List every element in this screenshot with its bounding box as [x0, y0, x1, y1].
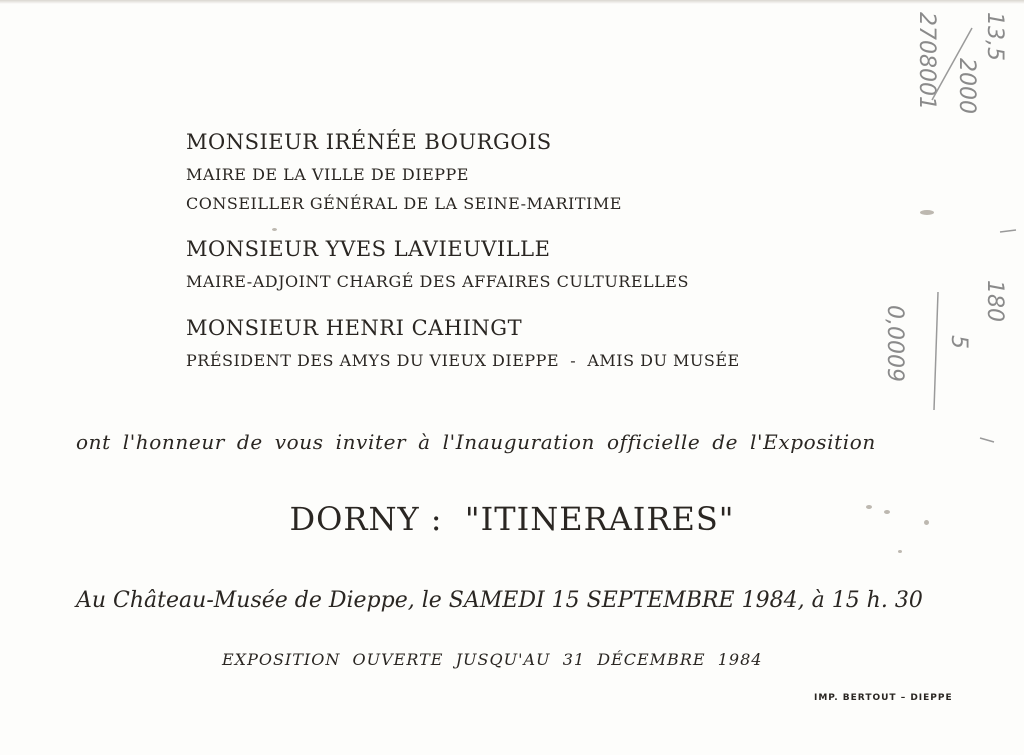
paper-mark	[924, 520, 929, 525]
venue-line: Au Château-Musée de Dieppe, le SAMEDI 15 SEPTEMBRE 1984, à 15 h. 30	[76, 588, 923, 613]
paper-mark	[866, 505, 872, 509]
exhibition-title: DORNY : "ITINERAIRES"	[289, 500, 735, 538]
note-1: 13,5	[982, 12, 1007, 61]
host-2-name: MONSIEUR YVES LAVIEUVILLE	[186, 237, 551, 261]
paper-mark	[272, 228, 277, 231]
note-stroke-3	[1000, 230, 1016, 232]
paper-mark	[884, 510, 890, 514]
invitation-line: ont l'honneur de vous inviter à l'Inauguration officielle de l'Exposition	[76, 430, 876, 454]
note-3: 2708001	[914, 12, 939, 110]
note-stroke-4	[980, 438, 994, 442]
note-6: 5	[946, 335, 971, 349]
note-4: 180	[982, 280, 1007, 322]
note-2: 2000	[954, 58, 979, 114]
host-1-role-1: MAIRE DE LA VILLE DE DIEPPE	[186, 165, 469, 184]
host-3-name: MONSIEUR HENRI CAHINGT	[186, 316, 523, 340]
handwritten-pencil-notes	[860, 0, 1024, 460]
open-until-line: EXPOSITION OUVERTE JUSQU'AU 31 DÉCEMBRE 1984	[222, 650, 763, 669]
note-5: 0,0009	[882, 305, 907, 382]
host-1-role-2: CONSEILLER GÉNÉRAL DE LA SEINE-MARITIME	[186, 194, 622, 213]
printer-imprint: IMP. BERTOUT – DIEPPE	[814, 693, 953, 703]
paper-mark	[920, 210, 934, 215]
host-3-role-1: PRÉSIDENT DES AMYS DU VIEUX DIEPPE - AMIS DU MUSÉE	[186, 351, 740, 370]
note-stroke-2	[934, 292, 938, 410]
paper-mark	[898, 550, 902, 553]
host-2-role-1: MAIRE-ADJOINT CHARGÉ DES AFFAIRES CULTURELLES	[186, 272, 689, 291]
host-1-name: MONSIEUR IRÉNÉE BOURGOIS	[186, 130, 552, 154]
